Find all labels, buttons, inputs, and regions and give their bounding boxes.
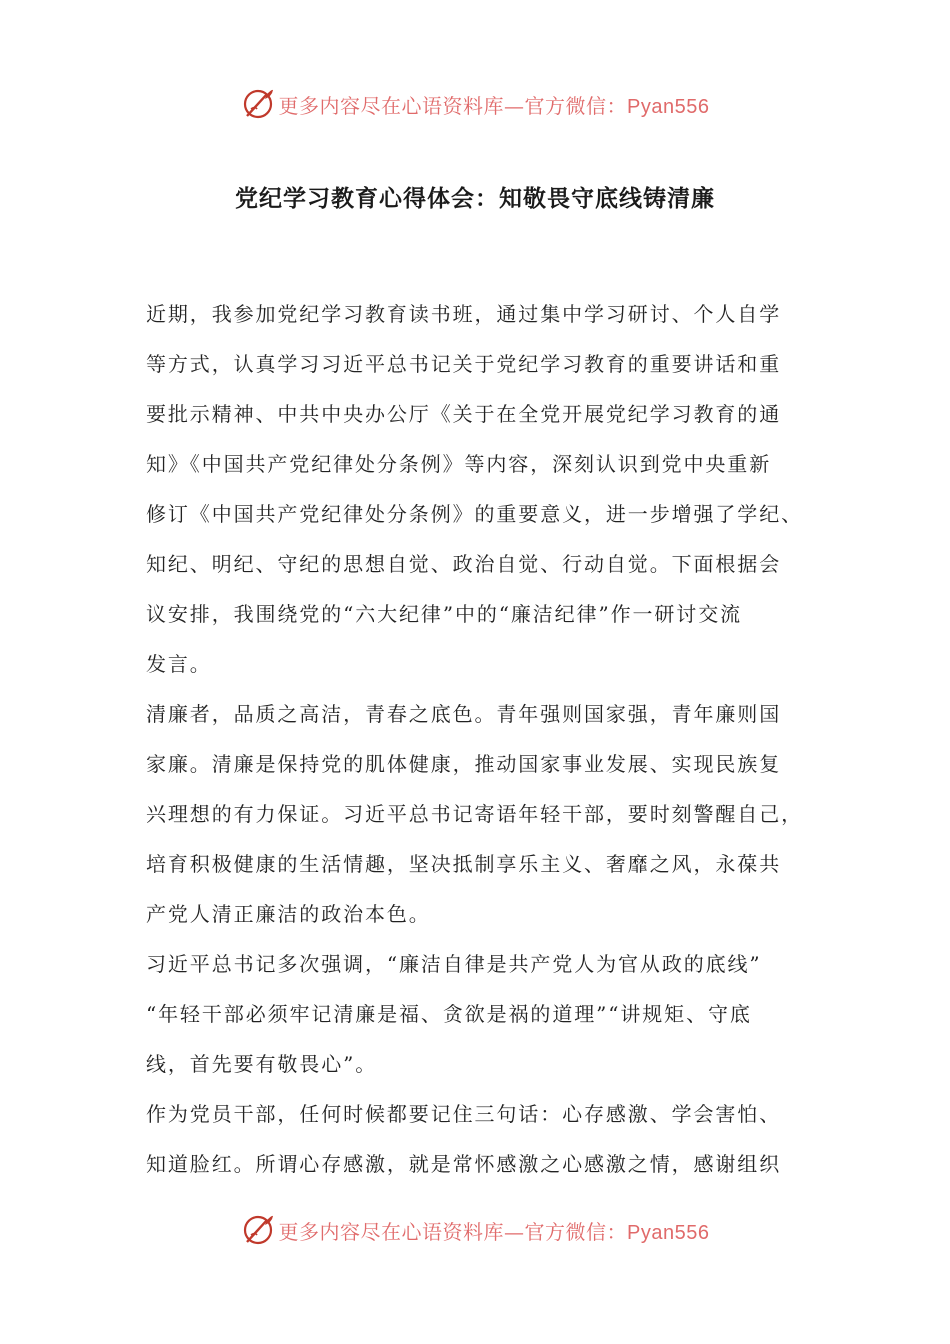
paragraph-4: [146, 1094, 826, 1194]
watermark-text: [279, 1216, 710, 1245]
paragraph-3: [146, 944, 826, 1094]
text-line: 知道脸红。所谓心存感激，就是常怀感激之心感激之情，感谢组织: [146, 1152, 782, 1176]
text-line: 产党人清正廉洁的政治本色。: [146, 902, 431, 926]
text-line: 要批示精神、中共中央办公厅《关于在全党开展党纪学习教育的通: [146, 402, 782, 426]
text-line: 习近平总书记多次强调，“廉洁自律是共产党人为官从政的底线”: [146, 952, 762, 976]
watermark-wechat-id: Pyan556: [627, 95, 710, 118]
text-line: 等方式，认真学习习近平总书记关于党纪学习教育的重要讲话和重: [146, 352, 782, 376]
watermark-banner-bottom: [0, 1210, 950, 1250]
paragraph-1: [146, 294, 826, 694]
text-line: 议安排，我围绕党的“六大纪律”中的“廉洁纪律”作一研讨交流: [146, 602, 742, 626]
watermark-wechat-id: Pyan556: [627, 1221, 710, 1244]
text-line: 清廉者，品质之高洁，青春之底色。青年强则国家强，青年廉则国: [146, 702, 782, 726]
watermark-banner-top: [0, 84, 950, 124]
text-line: 线，首先要有敬畏心”。: [146, 1052, 378, 1076]
text-line: 知》《中国共产党纪律处分条例》等内容，深刻认识到党中央重新: [146, 452, 772, 476]
quill-pen-logo-icon: [241, 87, 275, 121]
text-line: 知纪、明纪、守纪的思想自觉、政治自觉、行动自觉。下面根据会: [146, 552, 782, 576]
watermark-label: 更多内容尽在心语资料库—官方微信：: [278, 1219, 628, 1244]
text-line: 修订《中国共产党纪律处分条例》的重要意义，进一步增强了学纪、: [146, 502, 803, 526]
text-line: 兴理想的有力保证。习近平总书记寄语年轻干部，要时刻警醒自己，: [146, 802, 803, 826]
watermark-label: 更多内容尽在心语资料库—官方微信：: [278, 93, 628, 118]
text-line: 培育积极健康的生活情趣，坚决抵制享乐主义、奢靡之风，永葆共: [146, 852, 782, 876]
document-body: [146, 294, 826, 1194]
text-line: 发言。: [146, 652, 212, 676]
text-line: 近期，我参加党纪学习教育读书班，通过集中学习研讨、个人自学: [146, 302, 782, 326]
text-line: 作为党员干部，任何时候都要记住三句话：心存感激、学会害怕、: [146, 1102, 782, 1126]
text-line: “年轻干部必须牢记清廉是福、贪欲是祸的道理”“讲规矩、守底: [146, 1002, 752, 1026]
watermark-text: [279, 90, 710, 119]
document-title: 党纪学习教育心得体会：知敬畏守底线铸清廉: [235, 185, 715, 212]
paragraph-2: [146, 694, 826, 944]
quill-pen-logo-icon: [241, 1213, 275, 1247]
text-line: 家廉。清廉是保持党的肌体健康，推动国家事业发展、实现民族复: [146, 752, 782, 776]
